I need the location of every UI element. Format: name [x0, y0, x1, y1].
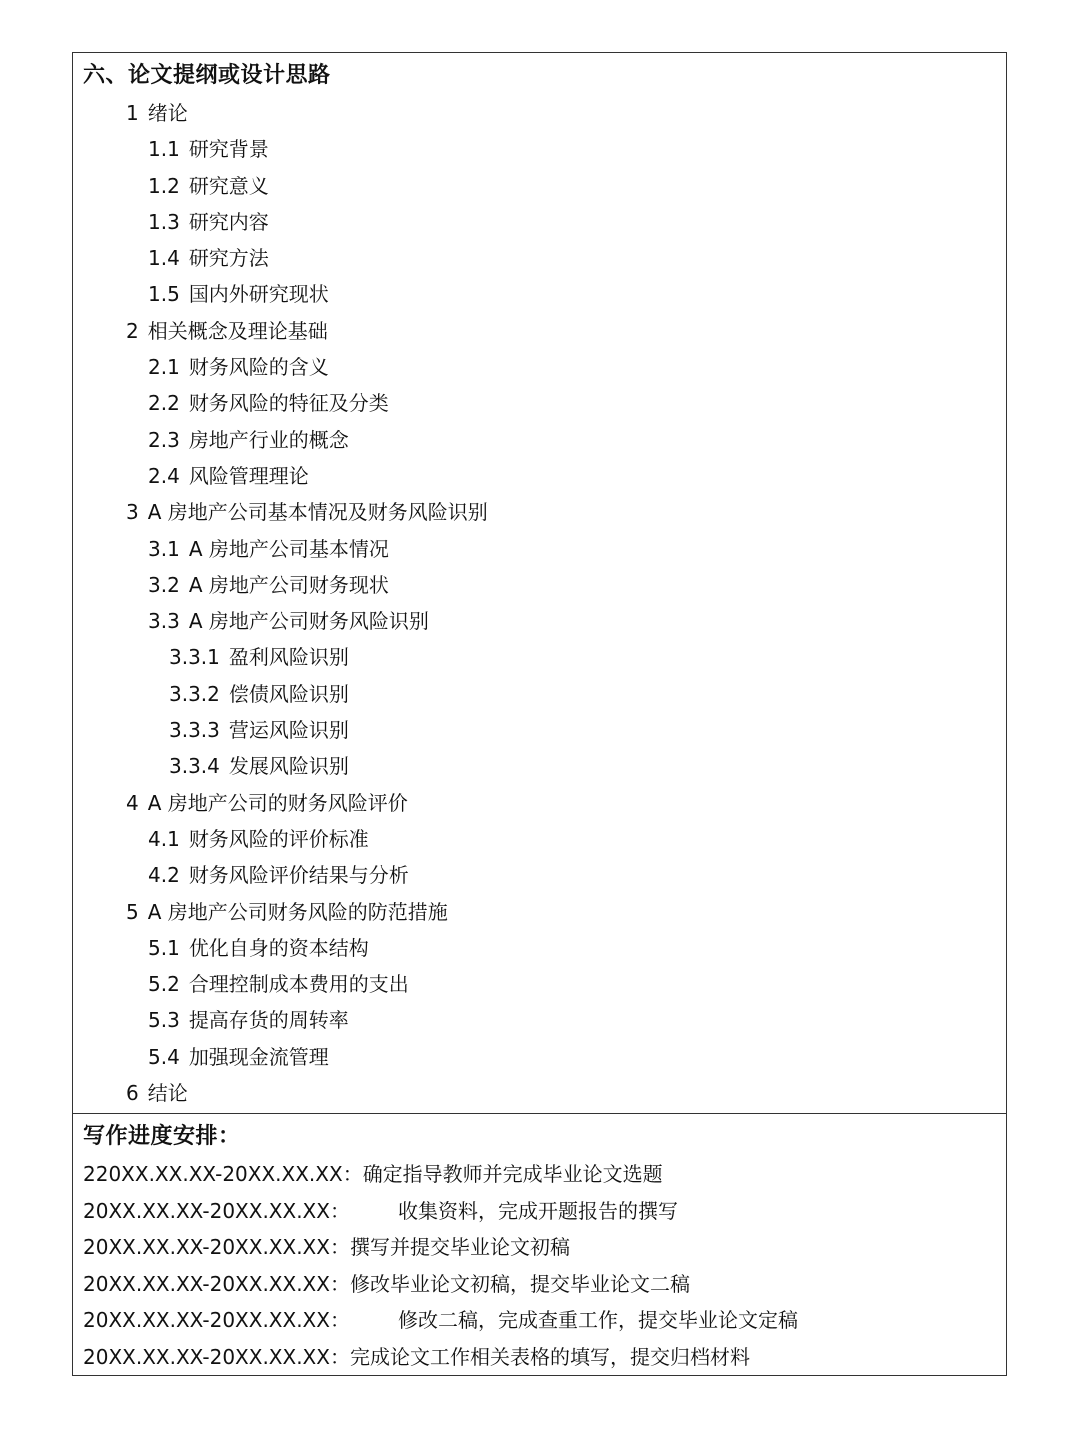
outline-item: [83, 603, 996, 639]
schedule-task: 撰写并提交毕业论文初稿: [349, 1235, 570, 1260]
outline-item: [83, 639, 996, 675]
outline-item-text: 绪论: [147, 101, 188, 125]
outline-item: [83, 131, 996, 167]
outline-item-text: 结论: [147, 1081, 188, 1106]
outline-item-number: 2.1: [148, 355, 180, 380]
outline-item-text: A 房地产公司财务现状: [188, 572, 389, 597]
outline-item-text: A 房地产公司基本情况及财务风险识别: [147, 500, 488, 525]
outline-item-text: 提高存货的周转率: [188, 1008, 349, 1033]
schedule-item: [83, 1339, 996, 1376]
schedule-date-range: 20XX.XX.XX-20XX.XX.XX：: [83, 1344, 350, 1369]
outline-item-number: 4: [126, 790, 139, 815]
outline-item: [83, 894, 996, 930]
outline-item: [83, 422, 996, 458]
outline-item-number: 1.2: [148, 173, 180, 198]
outline-item: [83, 930, 996, 966]
schedule-date-range: 20XX.XX.XX-20XX.XX.XX：: [83, 1235, 350, 1260]
outline-item-number: 3.3.1: [169, 645, 220, 670]
outline-item-text: 研究背景: [188, 137, 269, 162]
outline-item-text: 财务风险评价结果与分析: [188, 863, 409, 888]
outline-item: [83, 313, 996, 349]
outline-item: [83, 458, 996, 494]
outline-item-text: 风险管理理论: [188, 463, 309, 488]
outline-item: [83, 857, 996, 893]
schedule-date-range: 20XX.XX.XX-20XX.XX.XX：: [83, 1198, 350, 1223]
form-table: [72, 52, 1007, 1376]
outline-item-text: 房地产行业的概念: [188, 427, 349, 452]
outline-item: [83, 349, 996, 385]
outline-item-text: 优化自身的资本结构: [188, 935, 369, 960]
outline-item: [83, 567, 996, 603]
schedule-item: [83, 1229, 996, 1266]
schedule-item: [83, 1156, 996, 1193]
outline-item-number: 3.2: [148, 572, 180, 597]
outline-item-number: 1: [126, 101, 139, 125]
outline-item-number: 5.3: [148, 1008, 180, 1033]
schedule-title: 写作进度安排：: [83, 1124, 241, 1150]
outline-section: [73, 53, 1006, 1114]
outline-item: [83, 676, 996, 712]
outline-item: [83, 204, 996, 240]
outline-item-number: 3.3: [148, 609, 180, 634]
outline-item-number: 1.3: [148, 209, 180, 234]
schedule-task: 修改二稿，完成查重工作，提交毕业论文定稿: [397, 1308, 798, 1333]
schedule-list: [83, 1156, 996, 1375]
outline-item-text: 相关概念及理论基础: [147, 318, 328, 343]
outline-item-text: 营运风险识别: [228, 718, 349, 743]
outline-item-number: 3.3.3: [169, 718, 220, 743]
outline-list: [83, 95, 996, 1111]
outline-item-text: 国内外研究现状: [188, 282, 329, 307]
outline-item-number: 1.1: [148, 137, 180, 162]
schedule-task: 修改毕业论文初稿，提交毕业论文二稿: [349, 1271, 690, 1296]
schedule-section: [73, 1114, 1006, 1375]
schedule-item: [83, 1302, 996, 1339]
outline-item-number: 6: [126, 1081, 139, 1106]
outline-item: [83, 748, 996, 784]
schedule-date-range: 220XX.XX.XX-20XX.XX.XX：: [83, 1162, 363, 1187]
outline-item-text: A 房地产公司财务风险识别: [188, 609, 429, 634]
outline-item: [83, 821, 996, 857]
outline-item: [83, 712, 996, 748]
schedule-item: [83, 1193, 996, 1230]
outline-item-number: 3: [126, 500, 139, 525]
outline-item-number: 2.4: [148, 463, 180, 488]
outline-item-text: 研究方法: [188, 246, 269, 271]
outline-item-number: 1.4: [148, 246, 180, 271]
outline-item-number: 2: [126, 318, 139, 343]
outline-item: [83, 1075, 996, 1111]
outline-item: [83, 276, 996, 312]
outline-item-text: 加强现金流管理: [188, 1044, 329, 1069]
outline-item: [83, 95, 996, 131]
outline-item-text: A 房地产公司财务风险的防范措施: [147, 899, 448, 924]
outline-item-number: 3.3.4: [169, 754, 220, 779]
outline-item-number: 5.4: [148, 1044, 180, 1069]
outline-item-number: 5.2: [148, 972, 180, 997]
outline-item-text: A 房地产公司的财务风险评价: [147, 790, 408, 815]
outline-item-number: 3.3.2: [169, 681, 220, 706]
outline-item-number: 4.1: [148, 826, 180, 851]
outline-item: [83, 785, 996, 821]
outline-item-text: 合理控制成本费用的支出: [188, 972, 409, 997]
outline-title: 六、论文提纲或设计思路: [83, 63, 331, 88]
schedule-task: 完成论文工作相关表格的填写，提交归档材料: [349, 1344, 750, 1369]
outline-item-number: 2.2: [148, 391, 180, 416]
schedule-task: 收集资料，完成开题报告的撰写: [397, 1198, 678, 1223]
outline-item-text: 财务风险的特征及分类: [188, 391, 389, 416]
outline-item-text: 盈利风险识别: [228, 645, 349, 670]
outline-item-number: 2.3: [148, 427, 180, 452]
outline-item: [83, 494, 996, 530]
outline-item: [83, 240, 996, 276]
outline-item-number: 4.2: [148, 863, 180, 888]
outline-item-text: A 房地产公司基本情况: [188, 536, 389, 561]
schedule-date-range: 20XX.XX.XX-20XX.XX.XX：: [83, 1308, 350, 1333]
schedule-date-range: 20XX.XX.XX-20XX.XX.XX：: [83, 1271, 350, 1296]
outline-item-number: 1.5: [148, 282, 180, 307]
outline-item-text: 偿债风险识别: [228, 681, 349, 706]
outline-item: [83, 1039, 996, 1075]
outline-item-text: 研究内容: [188, 209, 269, 234]
outline-item: [83, 168, 996, 204]
outline-item-text: 财务风险的评价标准: [188, 826, 369, 851]
outline-item: [83, 1002, 996, 1038]
outline-item: [83, 966, 996, 1002]
outline-item-text: 研究意义: [188, 173, 269, 198]
schedule-item: [83, 1266, 996, 1303]
outline-item: [83, 385, 996, 421]
outline-item-number: 3.1: [148, 536, 180, 561]
outline-item-number: 5.1: [148, 935, 180, 960]
outline-item-text: 发展风险识别: [228, 754, 349, 779]
outline-item: [83, 531, 996, 567]
schedule-task: 确定指导教师并完成毕业论文选题: [362, 1162, 663, 1187]
outline-item-number: 5: [126, 899, 139, 924]
outline-item-text: 财务风险的含义: [188, 355, 329, 380]
